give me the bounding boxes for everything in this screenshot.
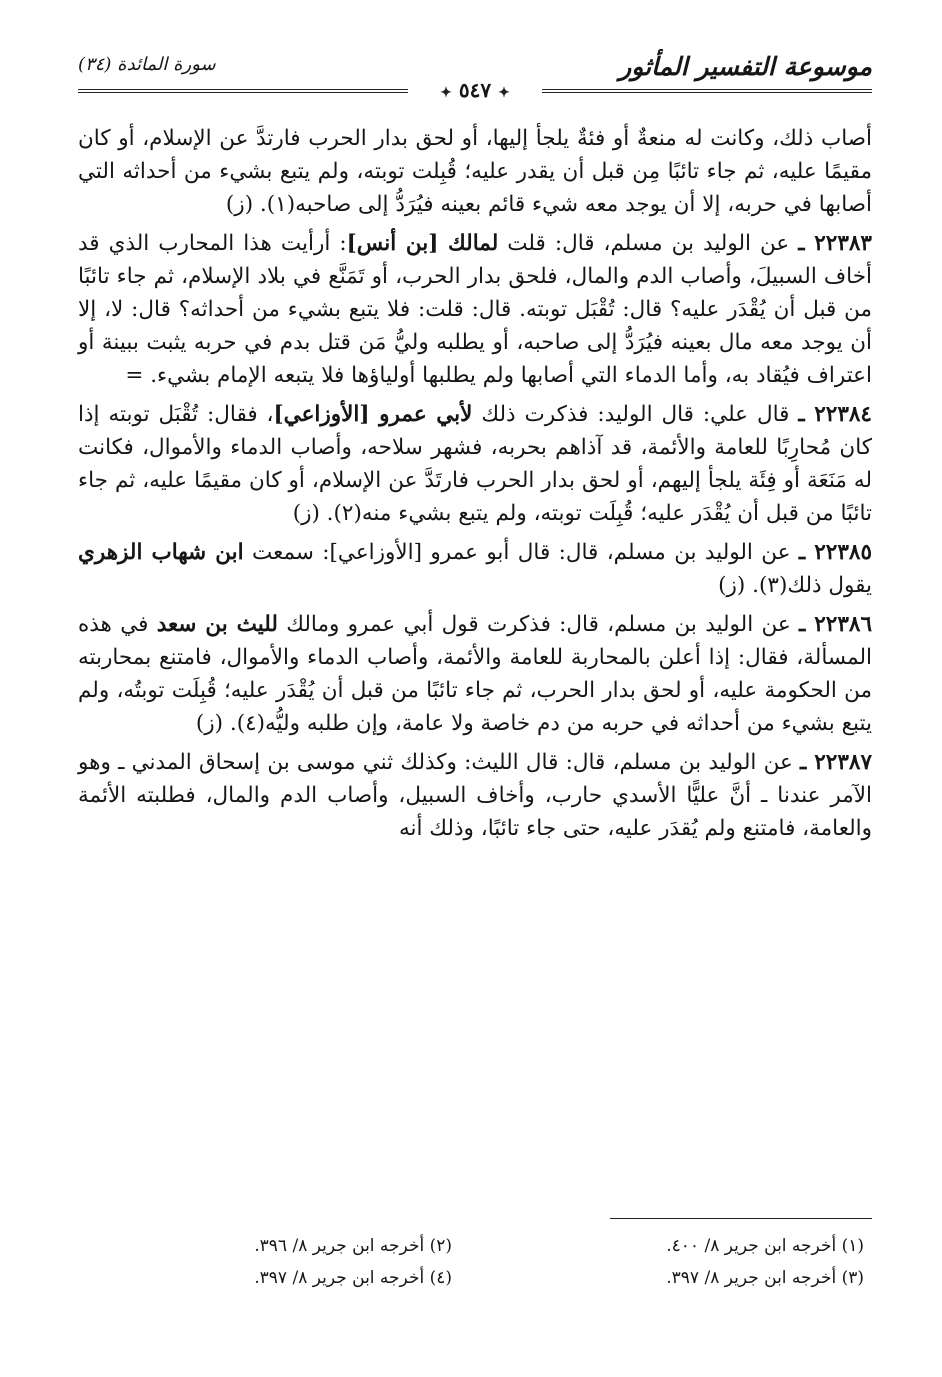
text-run: في هذه المسألة، فقال: إذا أعلن بالمحاربة للعامة والأئمة، وأصاب الدماء والأموال، فامتنع بمحاربته من الحكومة عليه، أو لحق بدار الحرب، ثم جاء تائبًا من قبل أن يُقْدَر عليه؛ قُبِلَت توبتُه، ولم يتبع بشيء من أحداثه في حربه من دم خاصة ولا عامة، وإن طلبه وليُّه(٤). (ز) [78,612,872,736]
bold-text: ٢٢٣٨٧ ـ [800,750,872,775]
footnote-1: (١) أخرجه ابن جرير ٨/ ٤٠٠. [666,1236,864,1256]
bold-text: لليث بن سعد [156,612,278,637]
ornament-icon: ✦ [440,85,452,101]
page-number-block [425,78,525,102]
header-rule-right [542,89,872,93]
footnote-2: (٢) أخرجه ابن جرير ٨/ ٣٩٦. [254,1236,452,1256]
text-run: : أرأيت هذا المحارب الذي قد أخاف السبيلَ، وأصاب الدم والمال، فلحق بدار الحرب، أو تَمَنَّع في بلاد الإسلام، ثم جاء تائبًا من قبل أن يُقْدَر عليه؟ قال: تُقْبَل توبته. قال: قلت: فلا يتبع بشيء من أحداثه؟ قال: لا، إلا أن يوجد معه مال بعينه فيُرَدُّ إلى صاحبه، أو يطلبه وليُّ مَن قتل بدم في حربه يثبت ببينة أو اعتراف فيُقاد به، وأما الدماء التي أصابها ولم يطلبها أولياؤها فلا يتبعه الإمام بشيء. = [78,231,872,388]
bold-text: ٢٢٣٨٥ ـ [798,540,872,565]
paragraph [78,398,872,530]
book-page [78,0,872,1377]
text-run: عن الوليد بن مسلم، قال: قال أبو عمرو [الأوزاعي]: سمعت [243,540,799,565]
footnotes [78,1236,872,1300]
footnote-3: (٣) أخرجه ابن جرير ٨/ ٣٩٧. [666,1268,864,1288]
running-title [78,54,216,75]
bold-text: ٢٢٣٨٤ ـ [798,402,872,427]
text-run: قال علي: قال الوليد: فذكرت ذلك [472,402,799,427]
paragraph [78,227,872,392]
page-number: ٥٤٧ [458,78,492,102]
bold-text: لأبي عمرو [الأوزاعي] [273,402,473,427]
paragraph [78,608,872,740]
ornament-icon: ✦ [498,85,510,101]
bold-text: ابن شهاب الزهري [78,540,244,565]
footnote-separator [610,1218,872,1219]
bold-text: لمالك [بن أنس] [346,231,499,256]
footnote-4: (٤) أخرجه ابن جرير ٨/ ٣٩٧. [254,1268,452,1288]
paragraph [78,746,872,845]
text-run: عن الوليد بن مسلم، قال: فذكرت قول أبي عمرو ومالك [277,612,799,637]
text-run: عن الوليد بن مسلم، قال: قلت [498,231,799,256]
book-title: موسوعة التفسير المأثور [619,52,872,81]
surah-title: سورة المائدة [117,54,216,75]
text-run: عن الوليد بن مسلم، قال: قال الليث: وكذلك ثني موسى بن إسحاق المدني ـ وهو الآمر عندنا ـ أنَّ عليًّا الأسدي حارب، وأخاف السبيل، وأصاب الدم والمال، فطلبته الأئمة والعامة، فامتنع ولم يُقدَر عليه، حتى جاء تائبًا، وذلك أنه [78,750,872,841]
paragraph [78,122,872,221]
verse-reference: (٣٤) [78,54,112,75]
bold-text: ٢٢٣٨٣ ـ [798,231,872,256]
main-text [78,122,872,851]
text-run: أصاب ذلك، وكانت له منعةٌ أو فئةٌ يلجأ إليها، أو لحق بدار الحرب فارتدَّ عن الإسلام، أو كان مقيمًا عليه، ثم جاء تائبًا مِن قبل أن يقدر عليه؛ قُبِلت توبته، ولم يتبع بشيء من أحداثه التي أصابها في حربه، إلا أن يوجد معه شيء قائم بعينه فيُرَدُّ إلى صاحبه(١). (ز) [78,126,872,217]
text-run: ، فقال: تُقْبَل توبته إذا كان مُحارِبًا للعامة والأئمة، قد آذاهم بحربه، فشهر سلاحه، وأصاب الدماء والأموال، فكانت له مَنَعَة أو فِئَة يلجأ إليهم، أو لحق بدار الحرب فارتَدَّ عن الإسلام، أو كان مقيمًا عليه، ثم جاء تائبًا من قبل أن يُقْدَر عليه؛ قُبِلَت توبته، ولم يتبع بشيء منه(٢). (ز) [78,402,872,526]
header-rule-left [78,89,408,93]
bold-text: ٢٢٣٨٦ ـ [798,612,872,637]
text-run: يقول ذلك(٣). (ز) [718,573,872,598]
paragraph [78,536,872,602]
page-header [78,40,872,100]
